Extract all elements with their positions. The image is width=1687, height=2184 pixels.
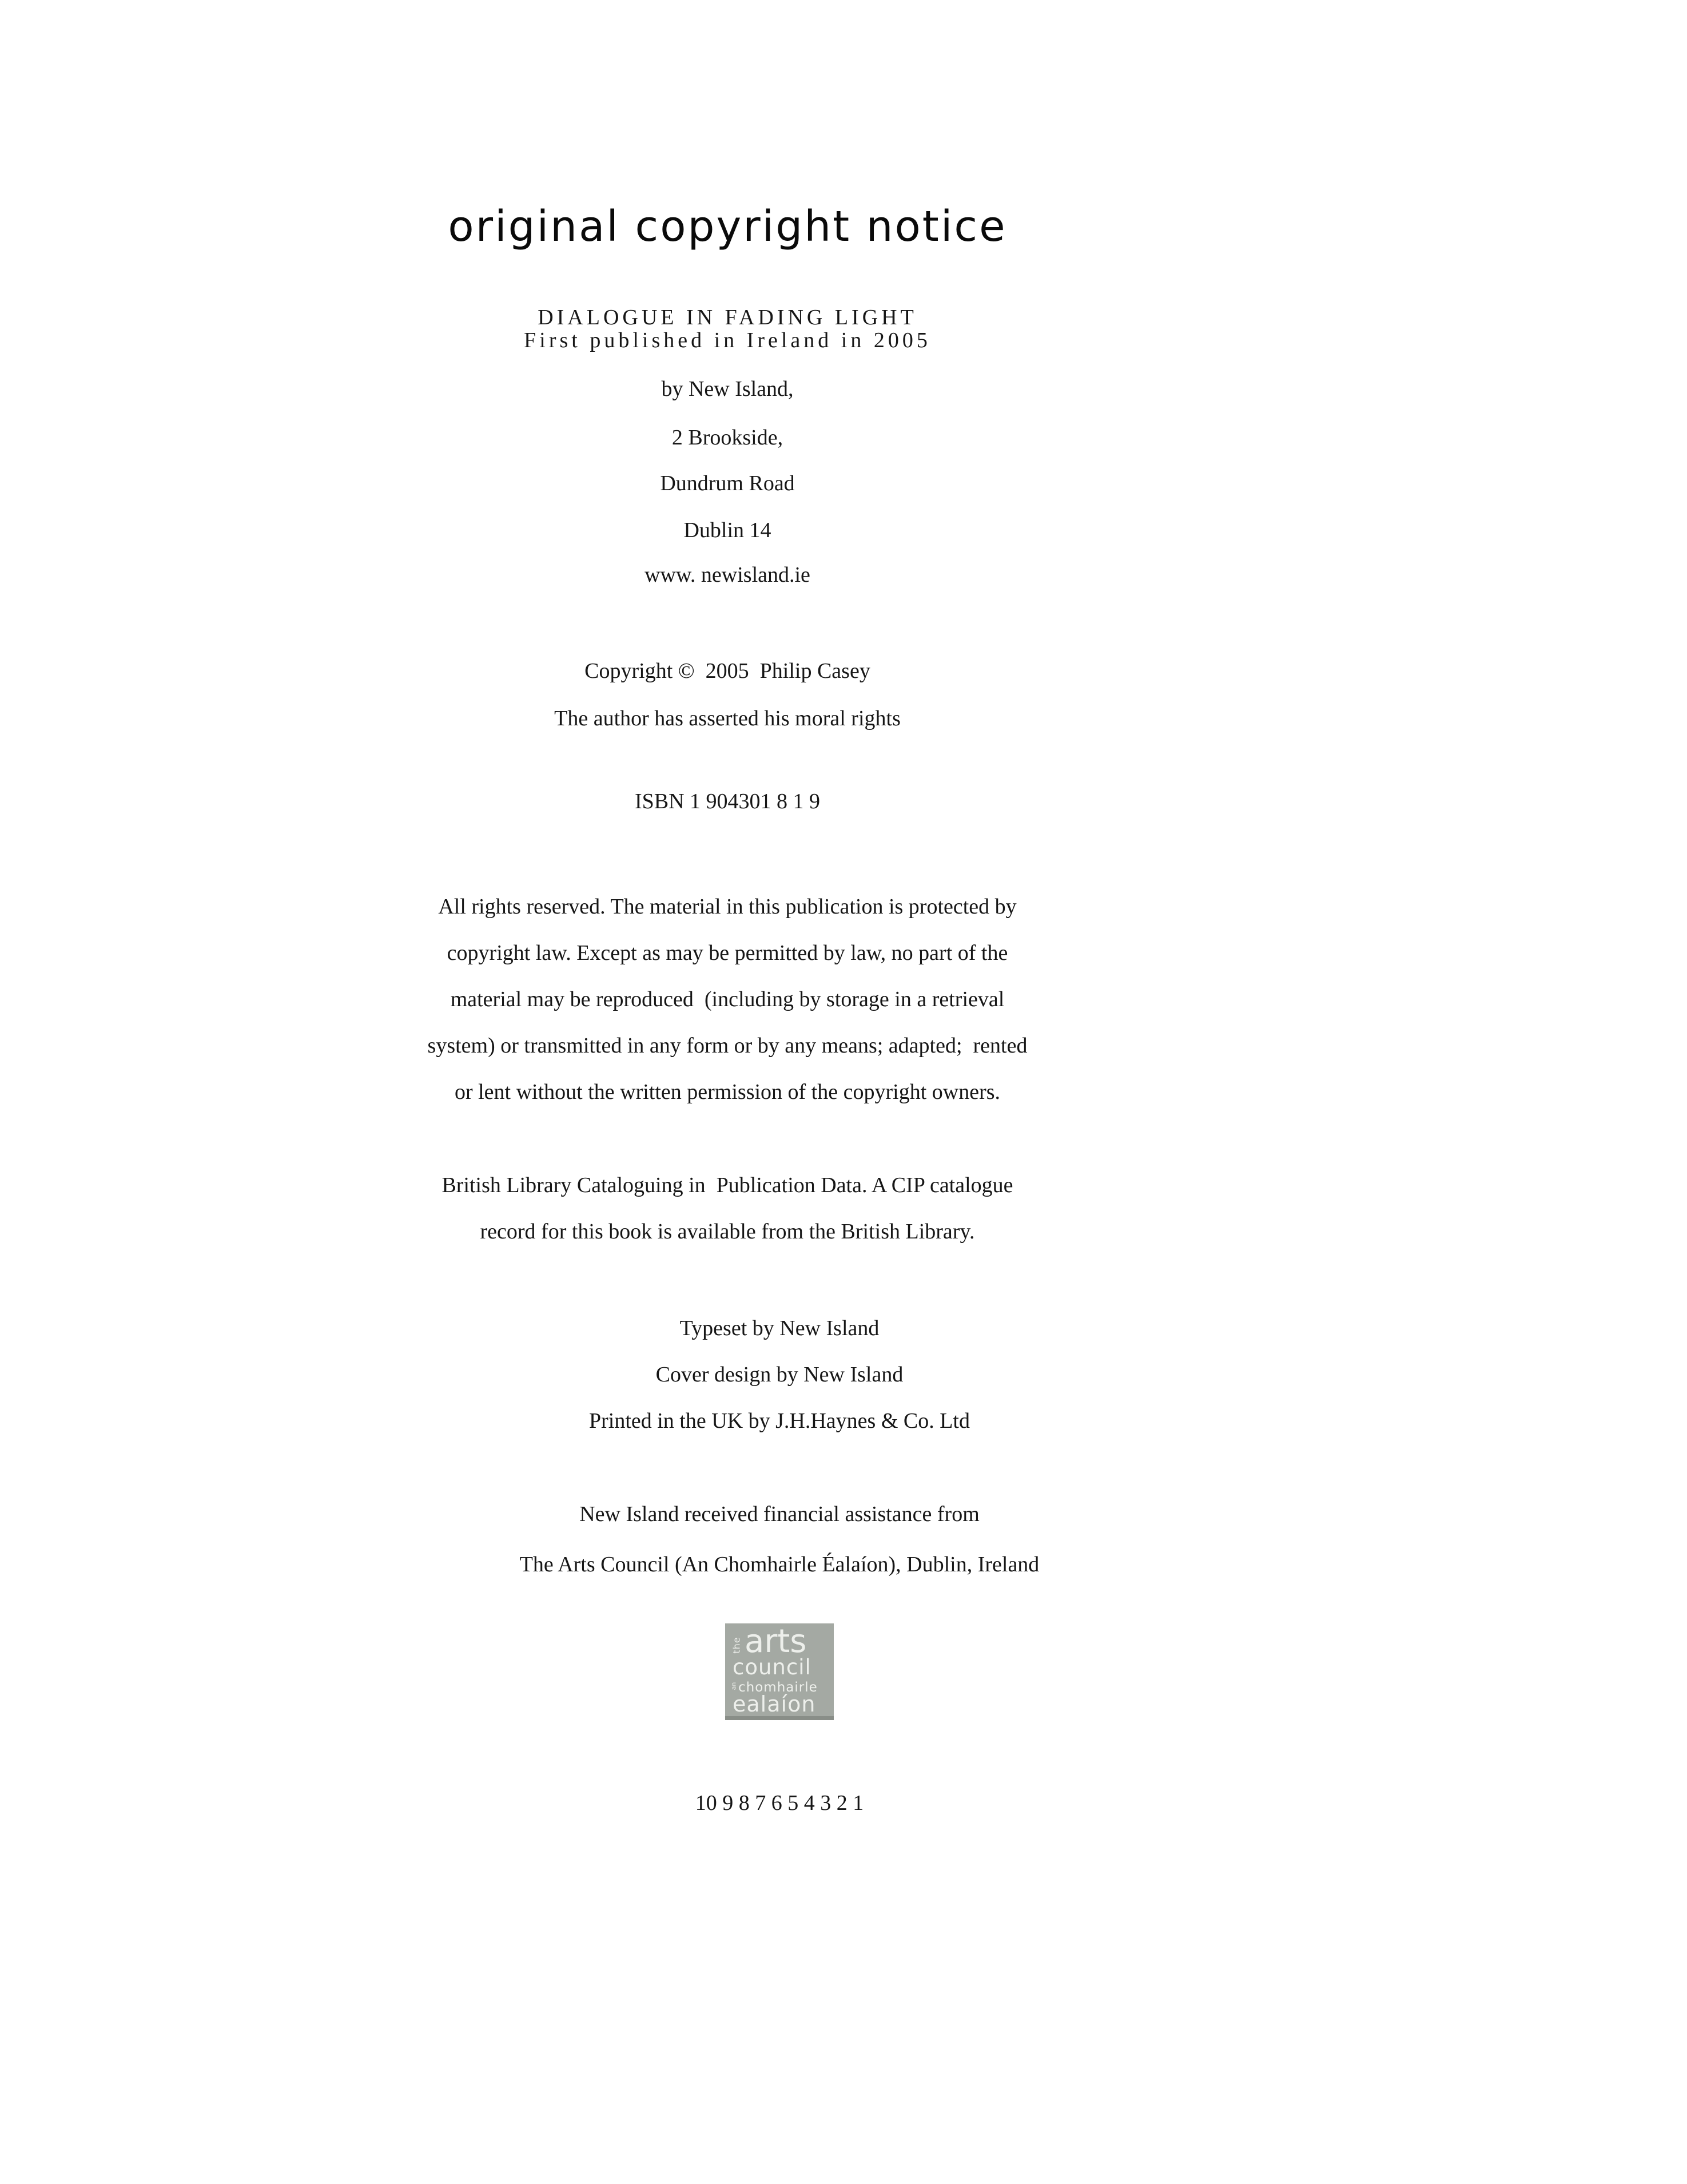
rights-line-4: system) or transmitted in any form or by any means; adapted; rented bbox=[427, 1034, 1028, 1058]
rights-line-3: material may be reproduced (including by storage in a retrieval bbox=[450, 987, 1005, 1011]
logo-arts-label: arts bbox=[745, 1623, 807, 1660]
publisher-line: by New Island, bbox=[661, 377, 794, 401]
cip-line-2: record for this book is available from the British Library. bbox=[480, 1220, 975, 1244]
logo-an-label: an bbox=[730, 1682, 738, 1690]
logo-the-label: the bbox=[731, 1637, 742, 1654]
address-line-3: Dublin 14 bbox=[683, 518, 771, 542]
assistance-line-1: New Island received financial assistance from bbox=[579, 1502, 980, 1526]
address-line-2: Dundrum Road bbox=[660, 471, 795, 495]
logo-council-label: council bbox=[733, 1655, 811, 1679]
rights-line-1: All rights reserved. The material in this publication is protected by bbox=[438, 895, 1017, 919]
rights-line-2: copyright law. Except as may be permitted by law, no part of the bbox=[447, 941, 1008, 965]
address-line-1: 2 Brookside, bbox=[671, 426, 783, 450]
rights-line-5: or lent without the written permission of the copyright owners. bbox=[454, 1080, 1001, 1104]
book-title: DIALOGUE IN FADING LIGHT bbox=[538, 305, 917, 329]
lower-text-column bbox=[150, 0, 1409, 2184]
isbn-line: ISBN 1 904301 8 1 9 bbox=[634, 789, 821, 813]
logo-chomhairle-label: chomhairle bbox=[738, 1680, 818, 1695]
arts-council-logo bbox=[725, 1623, 834, 1720]
assistance-line-2: The Arts Council (An Chomhairle Éalaíon), Dublin, Ireland bbox=[519, 1552, 1040, 1577]
publication-year-line: First published in Ireland in 2005 bbox=[524, 328, 931, 352]
print-run-numbers: 10 9 8 7 6 5 4 3 2 1 bbox=[695, 1791, 864, 1815]
copyright-line: Copyright © 2005 Philip Casey bbox=[584, 659, 870, 683]
typeset-line: Typeset by New Island bbox=[679, 1316, 880, 1340]
moral-rights-line: The author has asserted his moral rights bbox=[554, 706, 901, 730]
logo-ealaion-label: ealaíon bbox=[733, 1691, 816, 1717]
website-line: www. newisland.ie bbox=[644, 563, 810, 587]
cover-design-line: Cover design by New Island bbox=[655, 1363, 904, 1387]
cip-line-1: British Library Cataloguing in Publication Data. A CIP catalogue bbox=[441, 1173, 1013, 1197]
page-title: original copyright notice bbox=[448, 202, 1007, 251]
printed-line: Printed in the UK by J.H.Haynes & Co. Ltd bbox=[588, 1409, 970, 1433]
